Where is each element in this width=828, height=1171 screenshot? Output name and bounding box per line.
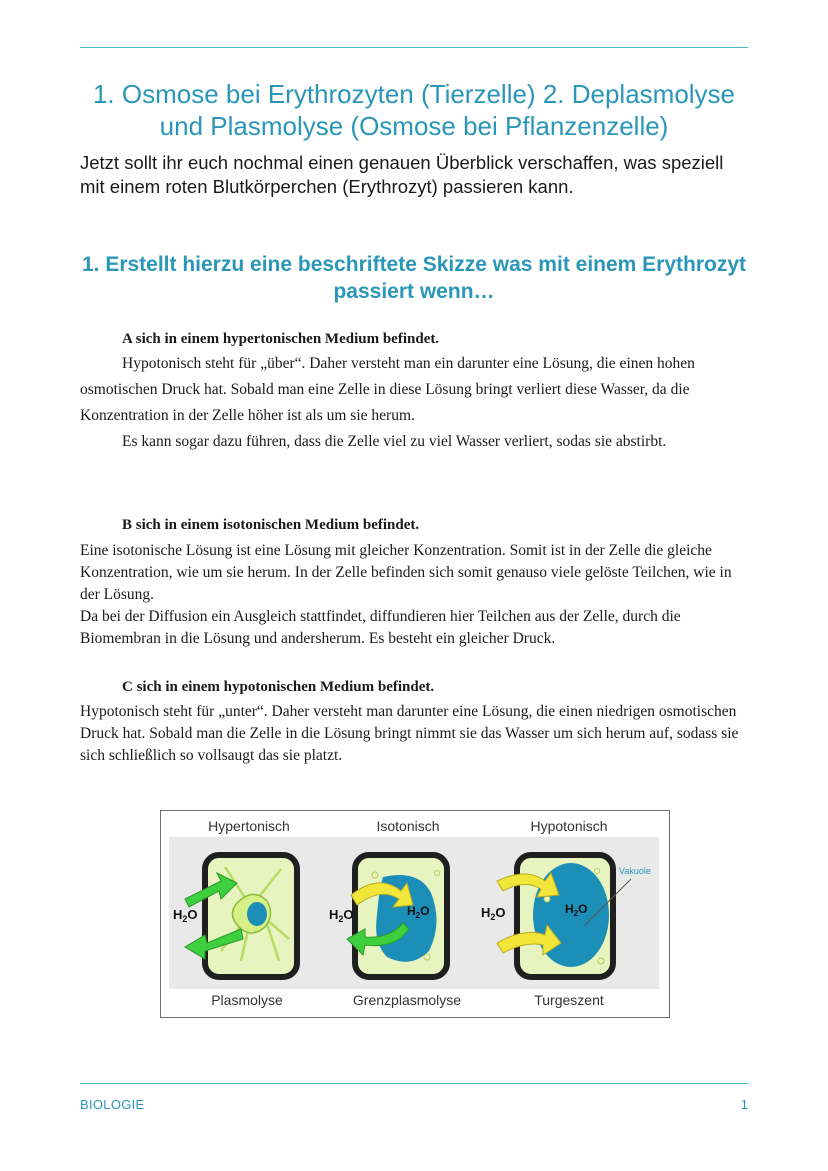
header-rule — [80, 47, 748, 48]
label-isotonisch: Isotonisch — [376, 818, 440, 834]
water-label-2: $H_2O$ — [329, 907, 354, 924]
water-label-3-inner: $H_2O$ — [565, 902, 588, 918]
intro-text: Jetzt sollt ihr euch nochmal einen genauen Überblick verschaffen, was speziell mit einem roten Blutkörperchen (Erythrozyt) passieren kann. — [80, 152, 724, 197]
vacuole-small — [247, 902, 267, 926]
label-hypertonisch: Hypertonisch — [208, 818, 290, 834]
section-b-text — [80, 540, 750, 650]
osmosis-figure — [160, 810, 670, 1018]
section-c-heading: C sich in einem hypotonischen Medium befindet. — [122, 679, 435, 695]
label-hypotonisch: Hypotonisch — [530, 818, 608, 834]
osmosis-diagram — [161, 811, 669, 1017]
section-a-heading: A sich in einem hypertonischen Medium befindet. — [122, 331, 440, 347]
vacuole-label: Vakuole — [619, 866, 651, 876]
page-title: 1. Osmose bei Erythrozyten (Tierzelle) 2. Deplasmolyse und Plasmolyse (Osmose bei Pflanzenzelle) — [92, 79, 736, 141]
page-number: 1 — [740, 1097, 748, 1112]
label-plasmolyse: Plasmolyse — [211, 992, 283, 1008]
section-a-paragraph-1: Hypotonisch steht für „über“. Daher versteht man ein darunter eine Lösung, die einen hohen osmotischen Druck hat. Sobald man eine Zelle in diese Lösung bringt verliert diese Wasser, da die Konzentration in der Zelle höher ist als um sie herum. — [80, 355, 695, 424]
water-label-2-inner: $H_2O$ — [407, 904, 430, 920]
footer-rule — [80, 1083, 748, 1084]
section-b-paragraph-1: Eine isotonische Lösung ist eine Lösung mit gleicher Konzentration. Somit ist in der Zelle die gleiche Konzentration, wie um sie herum. In der Zelle befinden sich somit genauso viele gelöste Teilchen, wie in der Lösung. — [80, 542, 732, 603]
section-b-paragraph-2: Da bei der Diffusion ein Ausgleich stattfindet, diffundieren hier Teilchen aus der Zelle, durch die Biomembran in die Lösung und andersherum. Es besteht ein gleicher Druck. — [80, 608, 681, 647]
water-label-1: $H_2O$ — [173, 907, 198, 924]
label-grenzplasmolyse: Grenzplasmolyse — [352, 992, 462, 1008]
task-heading: 1. Erstellt hierzu eine beschriftete Skizze was mit einem Erythrozyt passiert wenn… — [81, 253, 747, 303]
section-c-paragraph-1: Hypotonisch steht für „unter“. Daher versteht man darunter eine Lösung, die einen niedrigen osmotischen Druck hat. Sobald man die Zelle in die Lösung bringt nimmt sie das Wasser um sich herum auf, sodass sie sich schließlich so vollsaugt das sie platzt. — [80, 703, 739, 764]
section-c-text — [80, 701, 750, 767]
section-b-heading: B sich in einem isotonischen Medium befindet. — [122, 517, 420, 533]
label-turgeszent: Turgeszent — [534, 992, 604, 1008]
footer-subject: BIOLOGIE — [80, 1097, 145, 1112]
section-a-paragraph-2: Es kann sogar dazu führen, dass die Zelle viel zu viel Wasser verliert, sodas sie abstirbt. — [122, 433, 667, 450]
water-label-3: $H_2O$ — [481, 905, 506, 922]
section-a-text — [80, 351, 750, 455]
